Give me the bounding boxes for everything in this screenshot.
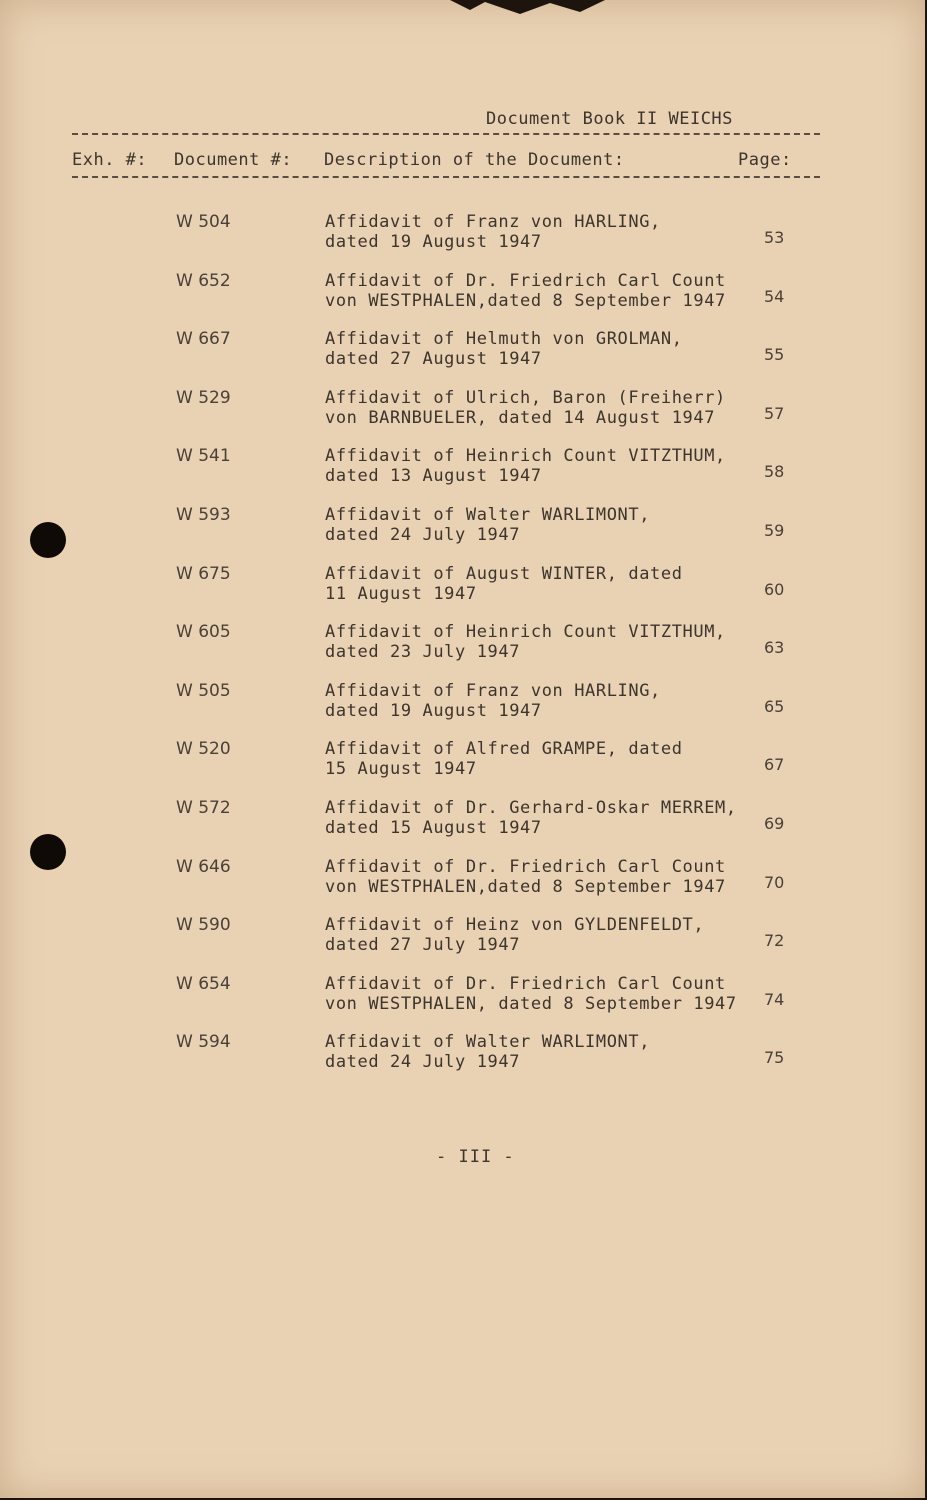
page-number: - III - xyxy=(436,1147,515,1167)
document-description xyxy=(325,915,704,955)
index-entry xyxy=(0,681,925,731)
document-number: W 520 xyxy=(176,739,231,759)
page-reference: 65 xyxy=(764,697,785,716)
index-entry xyxy=(0,857,925,907)
page-reference: 58 xyxy=(764,462,785,481)
page-reference: 54 xyxy=(764,287,785,306)
description-line-1: Affidavit of Heinrich Count VITZTHUM, xyxy=(325,446,726,466)
description-line-2: dated 27 July 1947 xyxy=(325,935,521,955)
index-entry xyxy=(0,739,925,789)
description-line-2: dated 13 August 1947 xyxy=(325,466,542,486)
description-line-2: 15 August 1947 xyxy=(325,759,477,779)
document-description xyxy=(325,212,661,252)
page-reference: 57 xyxy=(764,404,785,423)
column-header-page: Page: xyxy=(738,150,792,170)
document-number: W 667 xyxy=(176,329,231,349)
description-line-1: Affidavit of Ulrich, Baron (Freiherr) xyxy=(325,388,726,408)
page-reference: 55 xyxy=(764,345,785,364)
description-line-2: dated 27 August 1947 xyxy=(325,349,542,369)
description-line-2: von WESTPHALEN, dated 8 September 1947 xyxy=(325,994,737,1014)
document-number: W 652 xyxy=(176,271,231,291)
description-line-1: Affidavit of Dr. Friedrich Carl Count xyxy=(325,974,726,994)
index-entry xyxy=(0,798,925,848)
page-reference: 60 xyxy=(764,580,785,599)
document-description xyxy=(325,974,737,1014)
document-number: W 594 xyxy=(176,1032,231,1052)
document-description xyxy=(325,857,726,897)
page-reference: 67 xyxy=(764,755,785,774)
description-line-1: Affidavit of Dr. Gerhard-Oskar MERREM, xyxy=(325,798,737,818)
document-description xyxy=(325,446,726,486)
page-reference: 69 xyxy=(764,814,785,833)
document-number: W 590 xyxy=(176,915,231,935)
document-number: W 504 xyxy=(176,212,231,232)
punch-hole-lower xyxy=(30,834,66,870)
description-line-1: Affidavit of Walter WARLIMONT, xyxy=(325,1032,651,1052)
description-line-1: Affidavit of August WINTER, dated xyxy=(325,564,683,584)
description-line-1: Affidavit of Heinrich Count VITZTHUM, xyxy=(325,622,726,642)
column-header-description: Description of the Document: xyxy=(324,150,625,170)
description-line-1: Affidavit of Heinz von GYLDENFELDT, xyxy=(325,915,705,935)
document-description xyxy=(325,388,726,428)
description-line-2: 11 August 1947 xyxy=(325,584,477,604)
description-line-1: Affidavit of Alfred GRAMPE, dated xyxy=(325,739,683,759)
document-number: W 646 xyxy=(176,857,231,877)
description-line-2: dated 19 August 1947 xyxy=(325,232,542,252)
description-line-2: dated 15 August 1947 xyxy=(325,818,542,838)
description-line-1: Affidavit of Franz von HARLING, xyxy=(325,212,661,232)
page-reference: 63 xyxy=(764,638,785,657)
document-description xyxy=(325,329,683,369)
page-reference: 75 xyxy=(764,1048,785,1067)
description-line-2: dated 24 July 1947 xyxy=(325,1052,521,1072)
page-reference: 53 xyxy=(764,228,785,247)
index-entry xyxy=(0,212,925,262)
document-number: W 605 xyxy=(176,622,231,642)
column-header-exhibit: Exh. #: xyxy=(72,150,148,170)
page-reference: 70 xyxy=(764,873,785,892)
punch-hole-upper xyxy=(30,522,66,558)
index-entry xyxy=(0,388,925,438)
page-reference: 74 xyxy=(764,990,785,1009)
document-number: W 541 xyxy=(176,446,231,466)
document-number: W 572 xyxy=(176,798,231,818)
document-description xyxy=(325,1032,650,1072)
document-book-title: Document Book II WEICHS xyxy=(486,109,733,129)
torn-edge-mark xyxy=(430,0,690,14)
document-number: W 675 xyxy=(176,564,231,584)
document-description xyxy=(325,622,726,662)
description-line-2: von WESTPHALEN,dated 8 September 1947 xyxy=(325,877,726,897)
index-entry xyxy=(0,915,925,965)
description-line-2: von BARNBUELER, dated 14 August 1947 xyxy=(325,408,716,428)
document-number: W 593 xyxy=(176,505,231,525)
index-entry xyxy=(0,271,925,321)
description-line-1: Affidavit of Franz von HARLING, xyxy=(325,681,661,701)
document-description xyxy=(325,739,683,779)
index-entry xyxy=(0,446,925,496)
document-description xyxy=(325,798,737,838)
description-line-1: Affidavit of Dr. Friedrich Carl Count xyxy=(325,857,726,877)
document-number: W 529 xyxy=(176,388,231,408)
document-description xyxy=(325,564,683,604)
header-rule-top xyxy=(72,133,820,135)
index-entry xyxy=(0,622,925,672)
description-line-2: dated 24 July 1947 xyxy=(325,525,521,545)
description-line-1: Affidavit of Dr. Friedrich Carl Count xyxy=(325,271,726,291)
document-description xyxy=(325,681,661,721)
document-description xyxy=(325,505,650,545)
index-entry xyxy=(0,564,925,614)
index-entry xyxy=(0,974,925,1024)
header-rule-bottom xyxy=(72,176,820,178)
document-number: W 505 xyxy=(176,681,231,701)
column-header-document: Document #: xyxy=(174,150,293,170)
description-line-1: Affidavit of Walter WARLIMONT, xyxy=(325,505,651,525)
index-entry xyxy=(0,505,925,555)
description-line-2: dated 23 July 1947 xyxy=(325,642,521,662)
document-number: W 654 xyxy=(176,974,231,994)
description-line-1: Affidavit of Helmuth von GROLMAN, xyxy=(325,329,683,349)
page-reference: 72 xyxy=(764,931,785,950)
document-description xyxy=(325,271,726,311)
index-entry xyxy=(0,1032,925,1082)
description-line-2: von WESTPHALEN,dated 8 September 1947 xyxy=(325,291,726,311)
description-line-2: dated 19 August 1947 xyxy=(325,701,542,721)
index-entry xyxy=(0,329,925,379)
page-reference: 59 xyxy=(764,521,785,540)
